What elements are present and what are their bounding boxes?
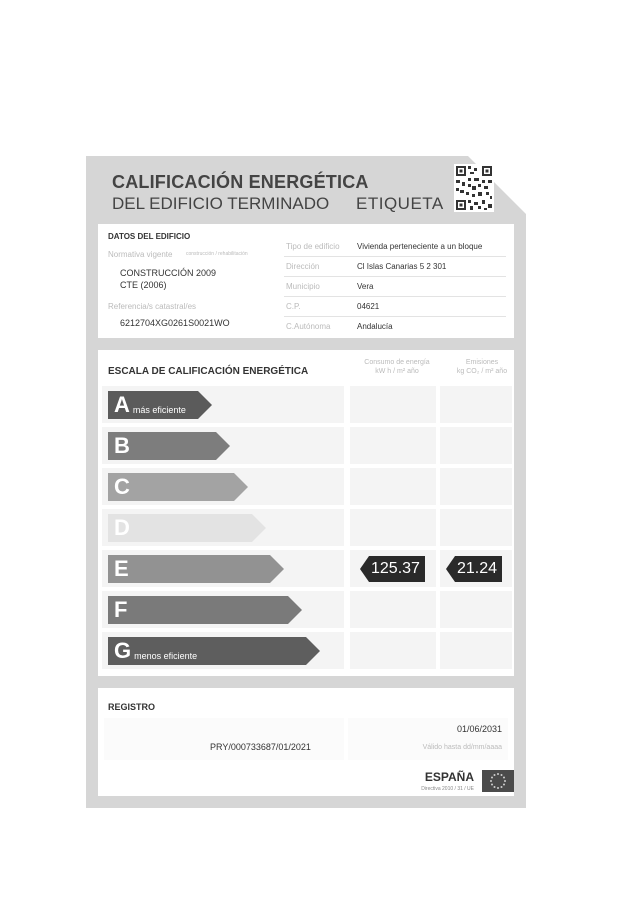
normativa-label: Normativa vigente <box>108 250 173 259</box>
class-arrow-body <box>108 555 270 583</box>
consumo-head <box>354 358 440 376</box>
title-line-2: DEL EDIFICIO TERMINADO <box>112 194 330 213</box>
escala-title: ESCALA DE CALIFICACIÓN ENERGÉTICA <box>108 366 309 377</box>
direccion-label: Dirección <box>286 262 320 271</box>
registro-numero: PRY/000733687/01/2021 <box>210 742 311 752</box>
consumo-badge <box>360 556 425 582</box>
badge-pointer <box>360 556 369 582</box>
tipo-value: Vivienda perteneciente a un bloque <box>357 242 483 251</box>
class-arrow-tip <box>234 473 248 501</box>
class-arrow-c <box>108 473 248 501</box>
class-arrow-b <box>108 432 230 460</box>
tipo-label: Tipo de edificio <box>286 242 340 251</box>
datos-panel <box>98 224 514 338</box>
class-sublabel: más eficiente <box>132 404 186 415</box>
row-divider <box>284 256 506 257</box>
consumo-head-line1: Consumo de energía <box>364 359 430 366</box>
normativa-value-2: CTE (2006) <box>120 280 167 290</box>
class-arrow-body <box>108 637 306 665</box>
class-arrow-body <box>108 391 198 419</box>
class-arrow-g <box>108 637 320 665</box>
class-arrow-tip <box>306 637 320 665</box>
scale-cell <box>350 591 436 628</box>
referencia-label: Referencia/s catastral/es <box>108 302 197 311</box>
class-letter: A <box>114 392 130 417</box>
pais-label: ESPAÑA <box>424 770 474 784</box>
autonoma-label: C.Autónoma <box>286 322 331 331</box>
datos-title: DATOS DEL EDIFICIO <box>108 232 191 241</box>
scale-cell <box>440 591 512 628</box>
valido-hasta: Válido hasta dd/mm/aaaa <box>422 744 502 751</box>
autonoma-value: Andalucía <box>357 322 393 331</box>
scale-cell <box>350 468 436 505</box>
consumo-head-line2: kW h / m² año <box>375 368 419 375</box>
class-arrow-body <box>108 596 288 624</box>
escala-panel <box>98 350 514 676</box>
class-arrow-body <box>108 473 234 501</box>
energy-label <box>86 156 526 808</box>
scale-cell <box>440 386 512 423</box>
class-arrow-tip <box>198 391 212 419</box>
etiqueta-label: ETIQUETA <box>356 194 444 213</box>
title-line-1: CALIFICACIÓN ENERGÉTICA <box>112 172 369 192</box>
row-divider <box>284 296 506 297</box>
scale-cell <box>350 427 436 464</box>
normativa-value-1: CONSTRUCCIÓN 2009 <box>120 268 217 278</box>
cp-value: 04621 <box>357 302 380 311</box>
registro-box <box>104 718 344 760</box>
emisiones-head-line2: kg CO₂ / m² año <box>456 368 508 375</box>
emisiones-head <box>442 358 522 376</box>
normativa-sublabel: construcción / rehabilitación <box>186 251 248 257</box>
scale-cell <box>440 632 512 669</box>
class-arrow-f <box>108 596 302 624</box>
direccion-value: Cl Islas Canarias 5 2 301 <box>357 262 447 271</box>
scale-cell <box>350 632 436 669</box>
class-arrow-d <box>108 514 266 542</box>
municipio-label: Municipio <box>286 282 320 291</box>
class-letter: C <box>114 474 130 499</box>
eu-flag-icon <box>482 770 514 792</box>
class-arrow-e <box>108 555 284 583</box>
row-divider <box>284 276 506 277</box>
class-arrow-tip <box>252 514 266 542</box>
qr-code-icon <box>454 164 494 212</box>
scale-cell <box>440 509 512 546</box>
emisiones-head-line1: Emisiones <box>465 359 499 366</box>
class-arrow-a <box>108 391 212 419</box>
class-letter: B <box>114 433 130 458</box>
class-letter: D <box>114 515 130 540</box>
class-letter: G <box>114 638 132 663</box>
class-sublabel: menos eficiente <box>134 650 198 661</box>
registro-title: REGISTRO <box>108 702 156 712</box>
class-arrow-tip <box>216 432 230 460</box>
referencia-value: 6212704XG0261S0021WO <box>120 318 230 328</box>
class-letter: E <box>114 556 129 581</box>
scale-cell <box>350 509 436 546</box>
class-arrow-body <box>108 514 252 542</box>
cp-label: C.P. <box>286 302 301 311</box>
emisiones-badge <box>446 556 502 582</box>
scale-cell <box>440 427 512 464</box>
emisiones-value: 21.24 <box>455 556 502 582</box>
class-letter: F <box>114 597 128 622</box>
class-arrow-tip <box>288 596 302 624</box>
scale-cell <box>440 468 512 505</box>
badge-pointer <box>446 556 455 582</box>
class-arrow-body <box>108 432 216 460</box>
consumo-value: 125.37 <box>369 556 425 582</box>
municipio-value: Vera <box>357 282 374 291</box>
registro-fecha: 01/06/2031 <box>456 724 502 734</box>
scale-cell <box>350 386 436 423</box>
class-arrow-tip <box>270 555 284 583</box>
row-divider <box>284 316 506 317</box>
directiva-label: Directiva 2010 / 31 / UE <box>421 786 474 792</box>
